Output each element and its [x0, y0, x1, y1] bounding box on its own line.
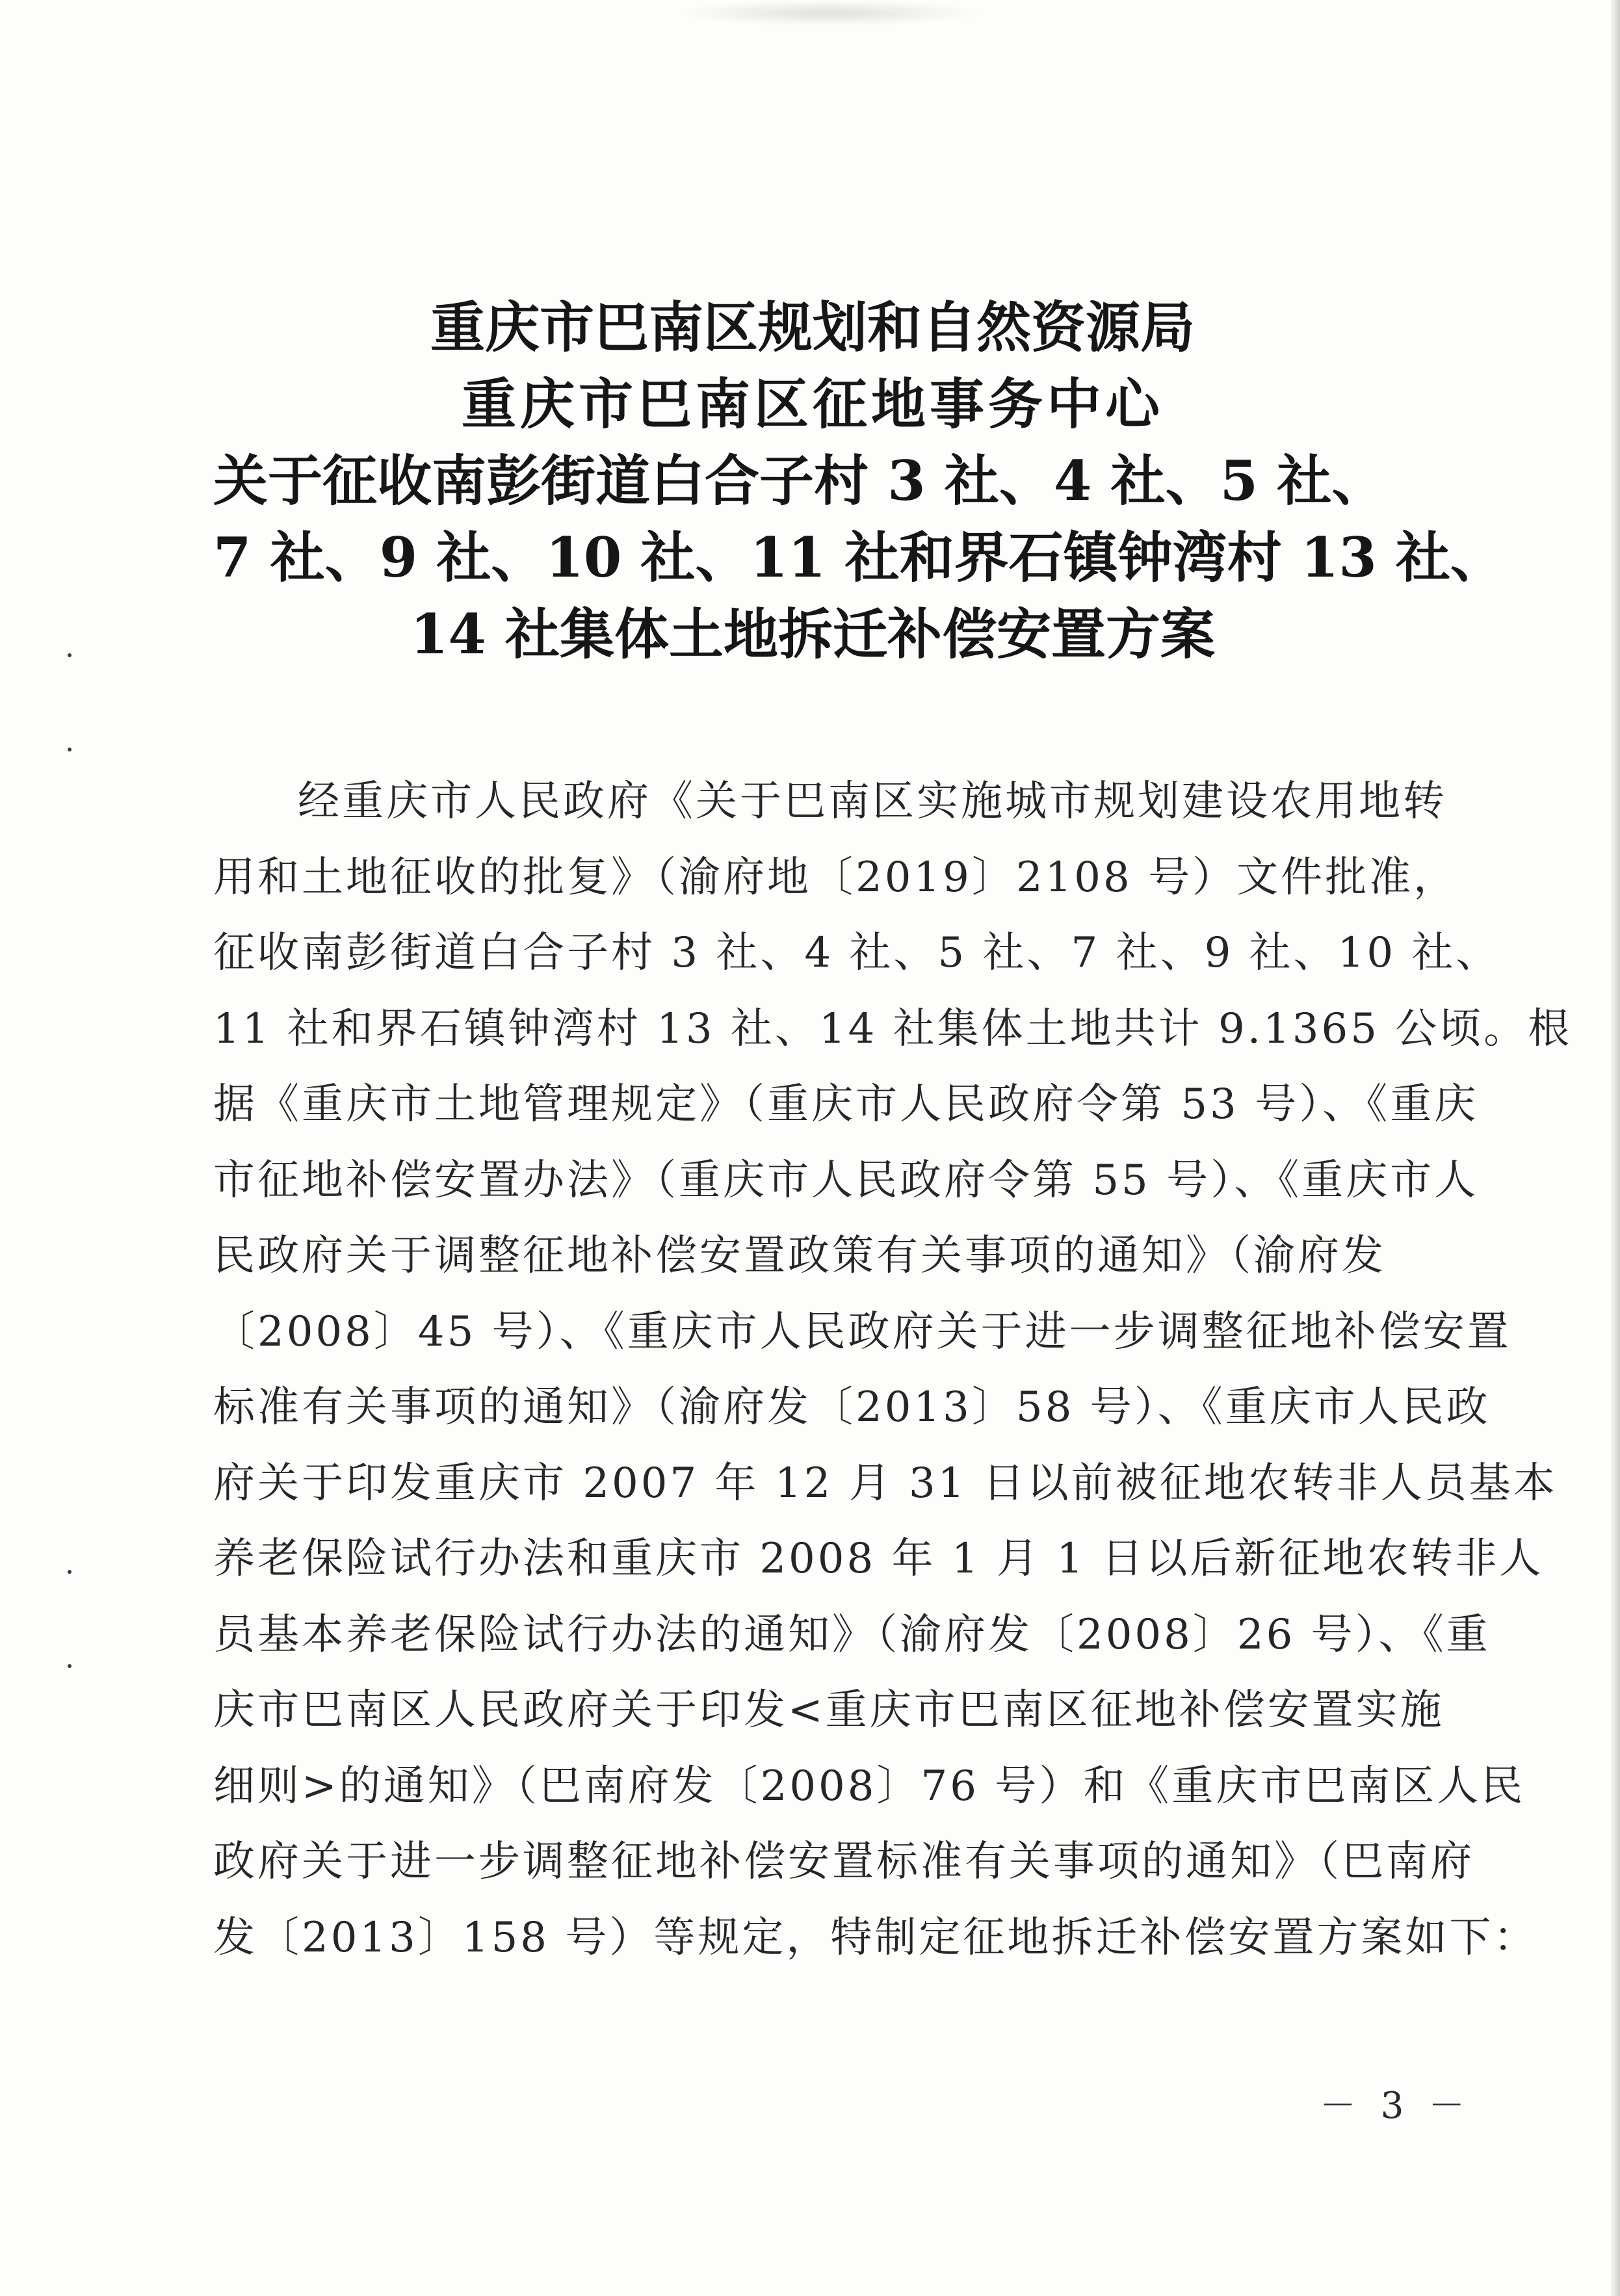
body-line: 用和土地征收的批复》（渝府地〔2019〕2108 号）文件批准， — [213, 853, 1458, 902]
margin-mark — [68, 653, 72, 657]
body-line: 征收南彭街道白合子村 3 社、4 社、5 社、7 社、9 社、10 社、 — [213, 929, 1500, 977]
title-line-4: 7 社、9 社、10 社、11 社和界石镇钟湾村 13 社、 — [213, 525, 1506, 590]
body-line: 发〔2013〕158 号）等规定，特制定征地拆迁补偿安置方案如下： — [213, 1913, 1538, 1962]
scan-smudge — [676, 0, 982, 26]
body-paragraph — [213, 764, 1573, 1976]
body-line: 养老保险试行办法和重庆市 2008 年 1 月 1 日以后新征地农转非人 — [213, 1535, 1544, 1583]
margin-mark — [68, 748, 72, 751]
title-line-2: 重庆市巴南区征地事务中心 — [461, 372, 1164, 436]
body-line: 细则>的通知》（巴南府发〔2008〕76 号）和《重庆市巴南区人民 — [213, 1762, 1526, 1810]
body-line: 员基本养老保险试行办法的通知》（渝府发〔2008〕26 号）、《重 — [213, 1610, 1491, 1659]
document-title — [195, 289, 1506, 673]
body-line: 经重庆市人民政府《关于巴南区实施城市规划建设农用地转 — [298, 777, 1447, 826]
body-line: 庆市巴南区人民政府关于印发<重庆市巴南区征地补偿安置实施 — [213, 1686, 1444, 1734]
body-line: 府关于印发重庆市 2007 年 12 月 31 日以前被征地农转非人员基本 — [213, 1459, 1558, 1507]
margin-mark — [68, 1570, 72, 1574]
title-line-3: 关于征收南彭街道白合子村 3 社、4 社、5 社、 — [213, 449, 1387, 513]
body-line: 11 社和界石镇钟湾村 13 社、14 社集体土地共计 9.1365 公顷。根 — [213, 1004, 1573, 1053]
body-line: 据《重庆市土地管理规定》（重庆市人民政府令第 53 号）、《重庆 — [213, 1080, 1479, 1128]
body-line: 〔2008〕45 号）、《重庆市人民政府关于进一步调整征地补偿安置 — [213, 1307, 1511, 1356]
title-line-5: 14 社集体土地拆迁补偿安置方案 — [410, 602, 1216, 666]
page-edge-shadow — [1611, 0, 1620, 2296]
body-line: 市征地补偿安置办法》（重庆市人民政府令第 55 号）、《重庆市人 — [213, 1156, 1479, 1205]
body-line: 政府关于进一步调整征地补偿安置标准有关事项的通知》（巴南府 — [213, 1838, 1474, 1886]
body-line: 标准有关事项的通知》（渝府发〔2013〕58 号）、《重庆市人民政 — [213, 1383, 1491, 1431]
body-line: 民政府关于调整征地补偿安置政策有关事项的通知》（渝府发 — [213, 1232, 1386, 1280]
margin-mark — [68, 1664, 72, 1668]
title-line-1: 重庆市巴南区规划和自然资源局 — [430, 295, 1195, 359]
page-number: － 3 － — [1320, 2085, 1472, 2127]
